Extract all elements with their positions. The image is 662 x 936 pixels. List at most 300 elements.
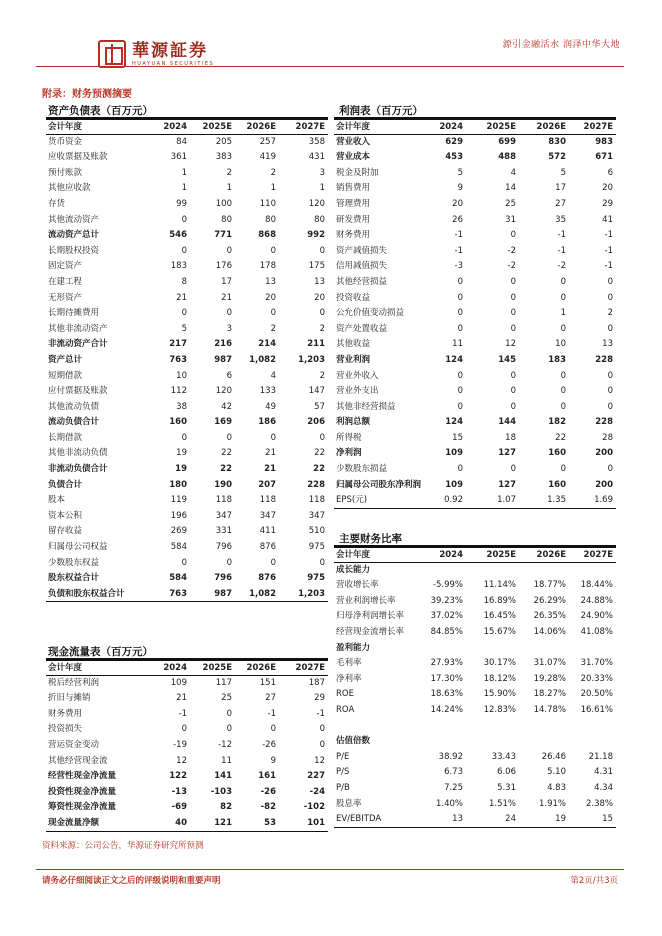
income-statement-table bbox=[334, 119, 616, 509]
cell-value: 347 bbox=[308, 510, 325, 521]
cell-value: 0 bbox=[510, 370, 516, 381]
row-label: 资本公积 bbox=[48, 510, 83, 521]
table-header-row bbox=[46, 119, 328, 135]
table-row bbox=[334, 353, 616, 369]
footer-divider bbox=[36, 869, 624, 870]
cell-value: 29 bbox=[602, 198, 613, 209]
cell-value: 214 bbox=[258, 339, 276, 350]
header-year: 2026E bbox=[246, 663, 276, 673]
cell-value: 41 bbox=[602, 214, 613, 225]
cell-value: 0 bbox=[319, 557, 325, 568]
cell-value: 1,203 bbox=[298, 354, 325, 365]
table-row bbox=[334, 446, 616, 462]
cell-value: 3 bbox=[226, 323, 232, 334]
header-year: 2027E bbox=[295, 122, 325, 132]
cell-value: 3 bbox=[319, 167, 325, 178]
row-label: 经营现金流增长率 bbox=[336, 626, 405, 637]
cell-value: 82 bbox=[220, 802, 232, 813]
table-row bbox=[334, 462, 616, 478]
cell-value: 584 bbox=[169, 573, 187, 584]
cell-value: 0 bbox=[560, 292, 566, 303]
header-year: 2024 bbox=[163, 663, 187, 673]
cell-value: 11 bbox=[221, 755, 232, 766]
cell-value: 122 bbox=[169, 771, 187, 782]
cell-value: 4 bbox=[510, 167, 516, 178]
table-row bbox=[46, 587, 328, 603]
logo-name-cn: 華源証券 bbox=[132, 40, 208, 61]
table-row bbox=[334, 369, 616, 385]
cell-value: 0 bbox=[457, 401, 463, 412]
cell-value: 0 bbox=[181, 214, 187, 225]
row-label: EPS(元) bbox=[336, 495, 368, 506]
cell-value: 0 bbox=[319, 724, 325, 735]
cell-value: 160 bbox=[169, 417, 187, 428]
cell-value: 21.18 bbox=[588, 751, 613, 762]
table-row bbox=[46, 478, 328, 494]
cell-value: -2 bbox=[557, 261, 566, 272]
cell-value: 144 bbox=[498, 417, 516, 428]
cell-value: 0.92 bbox=[444, 495, 463, 506]
cell-value: 411 bbox=[259, 526, 276, 537]
cell-value: 6.06 bbox=[497, 767, 516, 778]
table-row bbox=[334, 181, 616, 197]
row-label: 预付账款 bbox=[48, 167, 83, 178]
row-label: 应收票据及账款 bbox=[48, 152, 108, 163]
cell-value: 227 bbox=[307, 771, 325, 782]
cell-value: 24.88% bbox=[580, 595, 613, 606]
cell-value: 26 bbox=[452, 214, 463, 225]
header-year: 2026E bbox=[536, 122, 566, 132]
cell-value: 572 bbox=[548, 152, 566, 163]
row-label: P/E bbox=[336, 751, 350, 762]
row-label: ROE bbox=[336, 689, 354, 700]
cell-value: 1,203 bbox=[298, 588, 325, 599]
cell-value: 17.30% bbox=[430, 673, 463, 684]
cell-value: 15.67% bbox=[483, 626, 516, 637]
cell-value: 12.83% bbox=[483, 704, 516, 715]
logo-text bbox=[132, 41, 214, 68]
row-label: 毛利率 bbox=[336, 658, 362, 669]
cell-value: 20.33% bbox=[580, 673, 613, 684]
header-year: 2025E bbox=[202, 122, 232, 132]
cell-value: 0 bbox=[457, 276, 463, 287]
cell-value: 26.35% bbox=[533, 611, 566, 622]
cell-value: 21 bbox=[265, 448, 276, 459]
appendix-title: 附录：财务预测摘要 bbox=[42, 89, 132, 100]
cell-value: 21 bbox=[221, 292, 232, 303]
cell-value: 183 bbox=[548, 354, 566, 365]
cell-value: 19 bbox=[175, 464, 187, 475]
cell-value: 0 bbox=[181, 724, 187, 735]
cell-value: 6 bbox=[607, 167, 613, 178]
header-label: 会计年度 bbox=[336, 550, 371, 560]
cell-value: 0 bbox=[181, 245, 187, 256]
cell-value: 8 bbox=[181, 276, 187, 287]
table-row bbox=[46, 415, 328, 431]
table-row bbox=[334, 213, 616, 229]
row-label: 营业外支出 bbox=[336, 386, 379, 397]
cell-value: -1 bbox=[557, 230, 566, 241]
cell-value: 38 bbox=[176, 401, 187, 412]
cell-value: 18.12% bbox=[483, 673, 516, 684]
cell-value: 121 bbox=[214, 817, 232, 828]
cell-value: 1,082 bbox=[249, 588, 276, 599]
cell-value: 0 bbox=[181, 432, 187, 443]
table-row bbox=[334, 400, 616, 416]
cell-value: 109 bbox=[445, 448, 463, 459]
cell-value: 0 bbox=[457, 323, 463, 334]
row-label: 股东权益合计 bbox=[48, 573, 100, 584]
row-label: 货币资金 bbox=[48, 136, 83, 147]
cell-value: 347 bbox=[259, 510, 276, 521]
cell-value: 11.14% bbox=[483, 580, 516, 591]
cell-value: 2 bbox=[319, 370, 325, 381]
row-label: 其他非流动资产 bbox=[48, 323, 108, 334]
cell-value: 27 bbox=[265, 693, 276, 704]
row-label: 折旧与摊销 bbox=[48, 693, 91, 704]
cell-value: 205 bbox=[215, 136, 232, 147]
cell-value: 145 bbox=[498, 354, 516, 365]
table-header-row bbox=[334, 547, 616, 563]
table-row bbox=[46, 816, 328, 832]
cell-value: 5.10 bbox=[547, 767, 566, 778]
cell-value: 190 bbox=[214, 479, 232, 490]
row-label: 其他流动资产 bbox=[48, 214, 100, 225]
table-row bbox=[334, 291, 616, 307]
table-row bbox=[334, 228, 616, 244]
cell-value: 109 bbox=[170, 677, 187, 688]
cell-value: 1.51% bbox=[488, 798, 516, 809]
table-row bbox=[46, 722, 328, 738]
data-source-note: 资料来源：公司公告，华源证券研究所预测 bbox=[42, 841, 204, 851]
cash-flow-table bbox=[46, 660, 328, 832]
table-row bbox=[334, 478, 616, 494]
cell-value: -1 bbox=[454, 245, 463, 256]
cell-value: 21 bbox=[264, 464, 276, 475]
cell-value: 488 bbox=[498, 152, 516, 163]
table-row bbox=[334, 719, 616, 735]
cell-value: 120 bbox=[308, 198, 325, 209]
cell-value: 187 bbox=[308, 677, 325, 688]
row-label: 流动资产总计 bbox=[48, 230, 100, 241]
row-label: 流动负债合计 bbox=[48, 417, 100, 428]
cell-value: 175 bbox=[308, 261, 325, 272]
cell-value: -26 bbox=[262, 739, 276, 750]
row-label: 短期借款 bbox=[48, 370, 83, 381]
table-row bbox=[46, 291, 328, 307]
cell-value: 18 bbox=[505, 432, 516, 443]
cell-value: 1 bbox=[560, 308, 566, 319]
cell-value: 1 bbox=[319, 183, 325, 194]
row-label: P/B bbox=[336, 782, 350, 793]
cell-value: -13 bbox=[171, 786, 187, 797]
cell-value: 19.28% bbox=[533, 673, 566, 684]
cell-value: -2 bbox=[507, 245, 516, 256]
header-year: 2024 bbox=[163, 122, 187, 132]
cell-value: 217 bbox=[169, 339, 187, 350]
row-label: 固定资产 bbox=[48, 261, 83, 272]
cell-value: 0 bbox=[226, 708, 232, 719]
cell-value: 15 bbox=[602, 814, 613, 825]
cell-value: 0 bbox=[226, 308, 232, 319]
cell-value: 14.24% bbox=[430, 704, 463, 715]
row-label: 现金流量净额 bbox=[48, 817, 100, 828]
header-slogan: 源引金融活水 润泽中华大地 bbox=[502, 40, 620, 50]
cell-value: 80 bbox=[265, 214, 276, 225]
cell-value: 169 bbox=[214, 417, 232, 428]
row-label: 归母净利润增长率 bbox=[336, 611, 405, 622]
table-row bbox=[46, 509, 328, 525]
balance-sheet-title: 资产负债表（百万元） bbox=[48, 105, 153, 117]
table-header-row bbox=[334, 119, 616, 135]
cell-value: 160 bbox=[548, 479, 566, 490]
table-row bbox=[46, 446, 328, 462]
cell-value: -1 bbox=[604, 261, 613, 272]
cell-value: 22 bbox=[313, 464, 325, 475]
header-year: 2025E bbox=[486, 550, 516, 560]
cell-value: 27.93% bbox=[430, 658, 463, 669]
row-label: 长期借款 bbox=[48, 432, 83, 443]
cell-value: -24 bbox=[309, 786, 325, 797]
table-row bbox=[334, 656, 616, 672]
row-label: 研发费用 bbox=[336, 214, 371, 225]
cell-value: 2 bbox=[226, 167, 232, 178]
cell-value: 0 bbox=[457, 292, 463, 303]
row-label: 成长能力 bbox=[336, 564, 371, 575]
table-row bbox=[46, 275, 328, 291]
cell-value: 1.07 bbox=[497, 495, 516, 506]
table-row bbox=[46, 691, 328, 707]
row-label: 所得税 bbox=[336, 432, 362, 443]
cell-value: 228 bbox=[595, 417, 613, 428]
cell-value: 176 bbox=[215, 261, 232, 272]
ratios-title: 主要财务比率 bbox=[339, 533, 402, 545]
row-label: 利润总额 bbox=[336, 417, 371, 428]
cell-value: 21 bbox=[176, 693, 187, 704]
row-label: 财务费用 bbox=[336, 230, 371, 241]
row-label: 盈利能力 bbox=[336, 642, 371, 653]
cell-value: 0 bbox=[607, 323, 613, 334]
cell-value: 12 bbox=[176, 755, 187, 766]
table-row bbox=[334, 797, 616, 813]
cell-value: 206 bbox=[307, 417, 325, 428]
cell-value: 27 bbox=[555, 198, 566, 209]
table-row bbox=[334, 259, 616, 275]
cell-value: 4.34 bbox=[594, 782, 613, 793]
cell-value: 1.91% bbox=[538, 798, 566, 809]
cell-value: 42 bbox=[221, 401, 232, 412]
table-row bbox=[334, 672, 616, 688]
cell-value: 2.38% bbox=[585, 798, 613, 809]
row-label: 在建工程 bbox=[48, 276, 83, 287]
table-row bbox=[46, 369, 328, 385]
cell-value: 35 bbox=[555, 214, 566, 225]
table-row bbox=[46, 707, 328, 723]
cell-value: -5.99% bbox=[432, 580, 463, 591]
cell-value: 17 bbox=[555, 183, 566, 194]
cell-value: 0 bbox=[181, 557, 187, 568]
cell-value: 830 bbox=[548, 136, 566, 147]
company-logo bbox=[98, 40, 214, 68]
header-year: 2027E bbox=[583, 122, 613, 132]
table-row bbox=[46, 213, 328, 229]
cell-value: 141 bbox=[214, 771, 232, 782]
cell-value: 0 bbox=[510, 308, 516, 319]
table-row bbox=[46, 353, 328, 369]
cell-value: 358 bbox=[308, 136, 325, 147]
table-row bbox=[46, 754, 328, 770]
table-row bbox=[46, 400, 328, 416]
cell-value: 30.17% bbox=[483, 658, 516, 669]
header-divider bbox=[36, 66, 624, 67]
cell-value: 18.77% bbox=[533, 580, 566, 591]
cell-value: 16.61% bbox=[580, 704, 613, 715]
row-label: 其他非流动负债 bbox=[48, 448, 108, 459]
table-row bbox=[334, 578, 616, 594]
header-label: 会计年度 bbox=[336, 122, 371, 132]
cell-value: 0 bbox=[560, 401, 566, 412]
cell-value: 161 bbox=[258, 771, 276, 782]
table-row bbox=[334, 750, 616, 766]
cell-value: 763 bbox=[169, 588, 187, 599]
cell-value: 20 bbox=[265, 292, 276, 303]
table-row bbox=[46, 738, 328, 754]
header-year: 2027E bbox=[295, 663, 325, 673]
table-row bbox=[334, 609, 616, 625]
cell-value: 22 bbox=[220, 464, 232, 475]
cell-value: -1 bbox=[557, 245, 566, 256]
row-label: 资产总计 bbox=[48, 354, 83, 365]
table-row bbox=[46, 306, 328, 322]
cell-value: 0 bbox=[457, 386, 463, 397]
row-label: 少数股东权益 bbox=[48, 557, 100, 568]
row-label: 其他经营现金流 bbox=[48, 755, 108, 766]
cell-value: 24 bbox=[505, 814, 516, 825]
cell-value: 84.85% bbox=[430, 626, 463, 637]
table-row bbox=[46, 462, 328, 478]
cell-value: 37.02% bbox=[430, 611, 463, 622]
cell-value: 147 bbox=[308, 386, 325, 397]
row-label: 净利率 bbox=[336, 673, 362, 684]
cell-value: 0 bbox=[270, 308, 276, 319]
row-label: 归属母公司权益 bbox=[48, 542, 108, 553]
row-label: 负债和股东权益合计 bbox=[48, 588, 125, 599]
table-row bbox=[334, 703, 616, 719]
row-label: 长期股权投资 bbox=[48, 245, 100, 256]
row-label: 公允价值变动损益 bbox=[336, 308, 405, 319]
cell-value: -2 bbox=[507, 261, 516, 272]
header-year: 2025E bbox=[202, 663, 232, 673]
cell-value: 0 bbox=[510, 323, 516, 334]
cell-value: 10 bbox=[176, 370, 187, 381]
cell-value: 10 bbox=[555, 339, 566, 350]
cell-value: 0 bbox=[560, 323, 566, 334]
cell-value: 1 bbox=[226, 183, 232, 194]
cell-value: 100 bbox=[215, 198, 232, 209]
row-label: 营业利润 bbox=[336, 354, 371, 365]
table-row bbox=[334, 687, 616, 703]
cell-value: 29 bbox=[314, 693, 325, 704]
section-row bbox=[334, 641, 616, 657]
cell-value: 151 bbox=[259, 677, 276, 688]
row-label: P/S bbox=[336, 767, 350, 778]
cell-value: 0 bbox=[510, 276, 516, 287]
table-row bbox=[46, 337, 328, 353]
cell-value: 13 bbox=[265, 276, 276, 287]
cell-value: 0 bbox=[510, 464, 516, 475]
cell-value: 5 bbox=[181, 323, 187, 334]
row-label: 少数股东损益 bbox=[336, 464, 388, 475]
cell-value: 2 bbox=[607, 308, 613, 319]
row-label: 其他应收款 bbox=[48, 183, 91, 194]
cell-value: 1 bbox=[270, 183, 276, 194]
cell-value: 0 bbox=[510, 292, 516, 303]
cell-value: 84 bbox=[176, 136, 187, 147]
row-label: 营业成本 bbox=[336, 152, 371, 163]
row-label: 无形资产 bbox=[48, 292, 83, 303]
cell-value: 133 bbox=[259, 386, 276, 397]
table-row bbox=[46, 800, 328, 816]
row-label: 税金及附加 bbox=[336, 167, 379, 178]
table-row bbox=[46, 322, 328, 338]
table-row bbox=[334, 493, 616, 509]
cell-value: 186 bbox=[258, 417, 276, 428]
cell-value: 19 bbox=[176, 448, 187, 459]
cell-value: 0 bbox=[560, 370, 566, 381]
table-row bbox=[334, 197, 616, 213]
cell-value: 1,082 bbox=[249, 354, 276, 365]
cell-value: 118 bbox=[215, 495, 232, 506]
cell-value: 0 bbox=[560, 276, 566, 287]
cell-value: -82 bbox=[260, 802, 276, 813]
cell-value: 0 bbox=[457, 308, 463, 319]
logo-seal-icon bbox=[98, 40, 126, 68]
cell-value: -3 bbox=[454, 261, 463, 272]
cell-value: 431 bbox=[308, 152, 325, 163]
table-row bbox=[46, 244, 328, 260]
cell-value: -1 bbox=[267, 708, 276, 719]
balance-sheet-table bbox=[46, 119, 328, 602]
row-label: 营收增长率 bbox=[336, 580, 379, 591]
cell-value: 119 bbox=[170, 495, 187, 506]
cell-value: 2 bbox=[319, 323, 325, 334]
cell-value: 18.63% bbox=[430, 689, 463, 700]
cell-value: 14 bbox=[505, 183, 516, 194]
table-row bbox=[46, 259, 328, 275]
table-row bbox=[334, 166, 616, 182]
row-label: 其他收益 bbox=[336, 339, 371, 350]
cell-value: 19 bbox=[555, 814, 566, 825]
cell-value: 80 bbox=[221, 214, 232, 225]
cell-value: 361 bbox=[170, 152, 187, 163]
cell-value: 13 bbox=[314, 276, 325, 287]
page-number: 第2页/共3页 bbox=[570, 876, 618, 886]
cell-value: 1 bbox=[181, 167, 187, 178]
row-label: 其他非经营损益 bbox=[336, 401, 396, 412]
cell-value: 110 bbox=[259, 198, 276, 209]
cell-value: 127 bbox=[498, 479, 516, 490]
table-row bbox=[46, 556, 328, 572]
cell-value: 183 bbox=[170, 261, 187, 272]
cell-value: 0 bbox=[560, 464, 566, 475]
cell-value: 0 bbox=[319, 245, 325, 256]
cell-value: -1 bbox=[178, 708, 187, 719]
cell-value: 118 bbox=[259, 495, 276, 506]
table-row bbox=[46, 431, 328, 447]
logo-name-en: HUAYUAN SECURITIES bbox=[132, 60, 215, 67]
table-row bbox=[334, 306, 616, 322]
row-label: 营运资金变动 bbox=[48, 739, 100, 750]
